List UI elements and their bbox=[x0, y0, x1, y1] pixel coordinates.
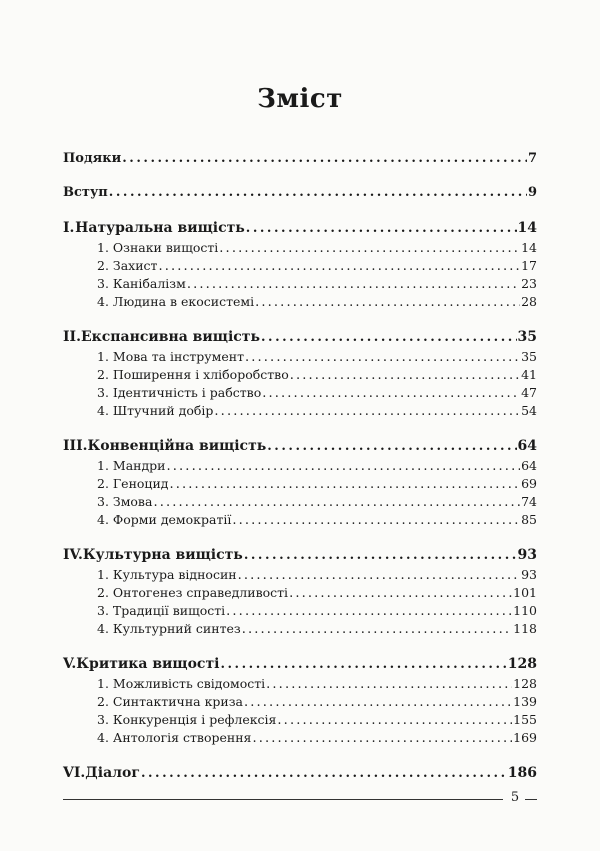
subentry-page: 139 bbox=[513, 694, 537, 709]
toc-entry-page: 7 bbox=[527, 151, 537, 166]
subentry-page: 101 bbox=[513, 585, 537, 600]
toc-subentry bbox=[63, 366, 537, 384]
dot-leader bbox=[255, 294, 520, 311]
toc-subentry bbox=[63, 402, 537, 420]
chapter-heading bbox=[63, 654, 537, 675]
toc-subentry bbox=[63, 384, 537, 402]
subentry-label: 1. Ознаки вищості bbox=[97, 240, 219, 255]
toc-chapter bbox=[63, 218, 537, 311]
dot-leader bbox=[246, 219, 517, 239]
toc-chapter bbox=[63, 763, 537, 784]
chapter-page: 14 bbox=[517, 220, 537, 236]
chapter-number: III. bbox=[63, 438, 88, 454]
subentry-page: 64 bbox=[521, 458, 537, 473]
subentry-page: 169 bbox=[513, 730, 537, 745]
chapter-page: 128 bbox=[507, 656, 537, 672]
subentry-label: 2. Синтактична криза bbox=[97, 694, 243, 709]
chapter-number: VI. bbox=[63, 765, 86, 781]
subentry-label: 1. Мандри bbox=[97, 458, 166, 473]
subentry-label: 3. Змова bbox=[97, 494, 153, 509]
dot-leader bbox=[170, 476, 521, 493]
dot-leader bbox=[267, 437, 516, 457]
toc-subentry bbox=[63, 729, 537, 747]
subentry-page: 155 bbox=[513, 712, 537, 727]
table-of-contents bbox=[63, 150, 537, 800]
toc-subentry bbox=[63, 620, 537, 638]
subentry-page: 14 bbox=[521, 240, 537, 255]
dot-leader bbox=[238, 567, 520, 584]
chapter-heading bbox=[63, 545, 537, 566]
subentry-label: 4. Людина в екосистемі bbox=[97, 294, 255, 309]
toc-entry-introduction bbox=[63, 184, 537, 202]
toc-subentry bbox=[63, 602, 537, 620]
dot-leader bbox=[245, 349, 520, 366]
dot-leader bbox=[290, 367, 520, 384]
chapter-heading bbox=[63, 436, 537, 457]
subentry-label: 2. Онтогенез справедливості bbox=[97, 585, 289, 600]
toc-subentry bbox=[63, 566, 537, 584]
toc-chapter bbox=[63, 436, 537, 529]
dot-leader bbox=[261, 328, 517, 348]
chapter-number: I. bbox=[63, 220, 75, 236]
subentry-label: 2. Поширення і хліборобство bbox=[97, 367, 289, 382]
chapter-number: IV. bbox=[63, 547, 83, 563]
subentry-label: 3. Канібалізм bbox=[97, 276, 186, 291]
toc-subentry bbox=[63, 493, 537, 511]
toc-subentry bbox=[63, 711, 537, 729]
dot-leader bbox=[262, 385, 520, 402]
toc-entry-page: 9 bbox=[527, 185, 537, 200]
subentry-page: 28 bbox=[521, 294, 537, 309]
toc-subentry bbox=[63, 293, 537, 311]
toc-subentry bbox=[63, 675, 537, 693]
subentry-page: 35 bbox=[521, 349, 537, 364]
subentry-label: 1. Можливість свідомості bbox=[97, 676, 266, 691]
subentry-page: 69 bbox=[521, 476, 537, 491]
chapter-heading bbox=[63, 763, 537, 784]
page-footer bbox=[63, 790, 537, 810]
dot-leader bbox=[167, 458, 521, 475]
dot-leader bbox=[214, 403, 520, 420]
chapter-heading bbox=[63, 327, 537, 348]
toc-subentry bbox=[63, 693, 537, 711]
dot-leader bbox=[141, 764, 507, 784]
subentry-label: 2. Захист bbox=[97, 258, 158, 273]
dot-leader bbox=[277, 712, 512, 729]
subentry-page: 128 bbox=[513, 676, 537, 691]
toc-subentry bbox=[63, 239, 537, 257]
dot-leader bbox=[244, 546, 517, 566]
toc-entry-label: Вступ bbox=[63, 185, 108, 200]
toc-chapter bbox=[63, 654, 537, 747]
dot-leader bbox=[252, 730, 512, 747]
dot-leader bbox=[226, 603, 512, 620]
toc-chapter bbox=[63, 327, 537, 420]
chapter-page: 186 bbox=[507, 765, 537, 781]
footer-rule bbox=[63, 799, 503, 800]
subentry-label: 1. Культура відносин bbox=[97, 567, 237, 582]
chapter-title: Культурна вищість bbox=[82, 547, 243, 563]
toc-subentry bbox=[63, 511, 537, 529]
toc-subentry bbox=[63, 275, 537, 293]
page-title: Зміст bbox=[257, 84, 343, 114]
subentry-page: 17 bbox=[521, 258, 537, 273]
subentry-page: 23 bbox=[521, 276, 537, 291]
page-number: 5 bbox=[510, 790, 520, 805]
subentry-label: 4. Культурний синтез bbox=[97, 621, 241, 636]
dot-leader bbox=[289, 585, 512, 602]
dot-leader bbox=[232, 512, 520, 529]
toc-chapter bbox=[63, 545, 537, 638]
toc-subentry bbox=[63, 257, 537, 275]
chapter-title: Конвенційна вищість bbox=[87, 438, 267, 454]
subentry-label: 4. Форми демократії bbox=[97, 512, 232, 527]
toc-subentry bbox=[63, 584, 537, 602]
chapter-heading bbox=[63, 218, 537, 239]
dot-leader bbox=[220, 655, 506, 675]
chapter-page: 35 bbox=[517, 329, 537, 345]
chapter-page: 93 bbox=[517, 547, 537, 563]
subentry-label: 4. Антологія створення bbox=[97, 730, 252, 745]
subentry-label: 3. Ідентичність і рабство bbox=[97, 385, 262, 400]
dot-leader bbox=[122, 150, 527, 168]
chapter-page: 64 bbox=[517, 438, 537, 454]
dot-leader bbox=[266, 676, 512, 693]
subentry-page: 54 bbox=[521, 403, 537, 418]
chapter-title: Діалог bbox=[85, 765, 140, 781]
chapter-number: V. bbox=[63, 656, 77, 672]
dot-leader bbox=[244, 694, 512, 711]
dot-leader bbox=[242, 621, 512, 638]
subentry-label: 3. Конкуренція і рефлексія bbox=[97, 712, 277, 727]
toc-subentry bbox=[63, 457, 537, 475]
subentry-label: 3. Традиції вищості bbox=[97, 603, 226, 618]
toc-entry-acknowledgements bbox=[63, 150, 537, 168]
subentry-label: 1. Мова та інструмент bbox=[97, 349, 244, 364]
subentry-page: 93 bbox=[521, 567, 537, 582]
subentry-page: 47 bbox=[521, 385, 537, 400]
dot-leader bbox=[219, 240, 520, 257]
toc-subentry bbox=[63, 348, 537, 366]
subentry-page: 41 bbox=[521, 367, 537, 382]
chapter-title: Критика вищості bbox=[76, 656, 220, 672]
subentry-page: 74 bbox=[521, 494, 537, 509]
dot-leader bbox=[153, 494, 520, 511]
toc-entry-label: Подяки bbox=[63, 151, 122, 166]
subentry-page: 118 bbox=[513, 621, 537, 636]
toc-subentry bbox=[63, 475, 537, 493]
chapter-title: Натуральна вищість bbox=[75, 220, 245, 236]
dot-leader bbox=[187, 276, 520, 293]
dot-leader bbox=[158, 258, 520, 275]
subentry-label: 4. Штучний добір bbox=[97, 403, 214, 418]
subentry-page: 85 bbox=[521, 512, 537, 527]
subentry-label: 2. Геноцид bbox=[97, 476, 169, 491]
footer-rule-tail bbox=[525, 799, 537, 800]
subentry-page: 110 bbox=[513, 603, 537, 618]
dot-leader bbox=[109, 184, 527, 202]
chapter-number: II. bbox=[63, 329, 81, 345]
chapter-title: Експансивна вищість bbox=[80, 329, 260, 345]
